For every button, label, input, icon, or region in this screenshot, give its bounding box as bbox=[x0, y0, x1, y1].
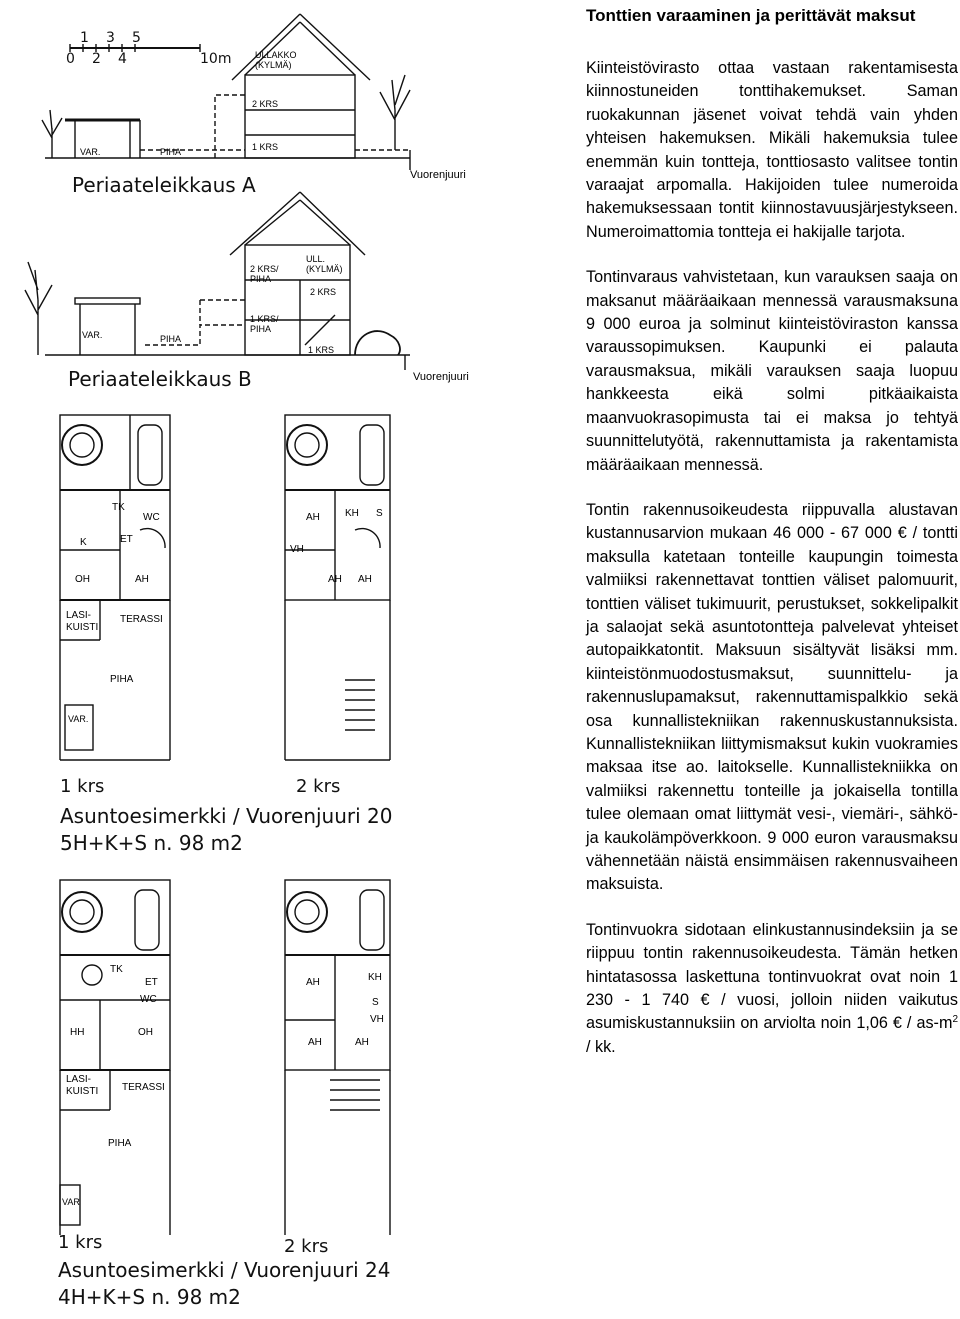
room-wc-24: WC bbox=[140, 994, 157, 1005]
plan-20-drawing bbox=[60, 415, 390, 760]
section-a-title: Periaateleikkaus A bbox=[72, 173, 256, 197]
scale-tick-3: 3 bbox=[106, 30, 115, 46]
rent-suffix: / kk. bbox=[586, 1037, 616, 1056]
scale-tick-1: 1 bbox=[80, 30, 89, 46]
room2-kh-20: KH bbox=[345, 508, 359, 519]
room-et-24: ET bbox=[145, 977, 158, 988]
paragraph-application: Kiinteistövirasto ottaa vastaan rakentamisesta kiinnostuneiden tonttihakemukset. Saman ruokakunnan jäsenet voivat tehdä vain yhden yhteisen hakemuksen. Mikäli hakemuksia tulee enemmän kuin tontteja, tonttiosasto valitsee tontin varaajat arpomalla. Hakijoiden tulee numeroida hakemuksessaan tontit kiinnostavuusjärjestykseen. Numeroimattomia tontteja ei hakijalle tarjota. bbox=[586, 59, 958, 241]
label-kylma-b: (KYLMÄ) bbox=[306, 264, 343, 274]
plan-24-drawing bbox=[60, 880, 390, 1235]
room-terassi-20: TERASSI bbox=[120, 614, 163, 625]
room2-s-24: S bbox=[372, 997, 379, 1008]
room-piha-20: PIHA bbox=[110, 674, 134, 685]
label-1krs: 1 KRS bbox=[252, 142, 279, 152]
room-ah-20: AH bbox=[135, 574, 149, 585]
room-terassi-24: TERASSI bbox=[122, 1082, 165, 1093]
label-2krs-b: 2 KRS bbox=[310, 287, 337, 297]
room-kuisti-24: KUISTI bbox=[66, 1086, 99, 1097]
room-et-20: ET bbox=[120, 534, 133, 545]
room-piha-24: PIHA bbox=[108, 1138, 132, 1149]
scale-tick-2: 2 bbox=[92, 51, 101, 67]
room-lasi-20: LASI- bbox=[66, 610, 92, 621]
superscript-2: 2 bbox=[952, 1014, 958, 1026]
room2-ah-20-a: AH bbox=[306, 512, 320, 523]
plan-20-caption: Asuntoesimerkki / Vuorenjuuri 20 bbox=[60, 804, 393, 828]
section-b-title: Periaateleikkaus B bbox=[68, 367, 252, 391]
room2-ah-20-c: AH bbox=[358, 574, 372, 585]
room-hh-24: HH bbox=[70, 1027, 85, 1038]
scale-tick-4: 4 bbox=[118, 51, 127, 67]
plan-24-floor2-label: 2 krs bbox=[284, 1236, 329, 1257]
label-vuorenjuuri-a: Vuorenjuuri bbox=[410, 169, 466, 181]
room-lasi-24: LASI- bbox=[66, 1074, 92, 1085]
room-tk-20: TK bbox=[112, 502, 125, 513]
label-1krs-b: 1 KRS bbox=[308, 345, 335, 355]
room2-ah-24-a: AH bbox=[306, 977, 320, 988]
paragraph-rent bbox=[586, 919, 958, 1059]
rent-text: Tontinvuokra sidotaan elinkustannusindeksiin ja se riippuu tontin rakennusoikeudesta. Tämän hetken hintatasossa laskettuna tontinvuokrat ovat noin 1 230 - 1 740 € / vuosi, jolloin niiden vaikutus asumiskustannuksiin on arviolta noin 1,06 € / as-m bbox=[586, 920, 958, 1033]
label-var: VAR. bbox=[80, 147, 101, 157]
label-ullakko: ULLAKKO bbox=[255, 50, 297, 60]
plan-20-floor1-label: 1 krs bbox=[60, 776, 105, 797]
label-piha: PIHA bbox=[160, 147, 182, 157]
label-vuorenjuuri-b: Vuorenjuuri bbox=[413, 371, 469, 383]
scale-tick-5: 5 bbox=[132, 30, 141, 46]
label-kylma: (KYLMÄ) bbox=[255, 60, 292, 70]
scale-tick-0: 0 bbox=[66, 51, 75, 67]
room2-kh-24: KH bbox=[368, 972, 382, 983]
label-1krs-piha: 1 KRS/ bbox=[250, 314, 279, 324]
room-kuisti-20: KUISTI bbox=[66, 622, 99, 633]
label-piha-b1: PIHA bbox=[250, 274, 272, 284]
article-heading: Tonttien varaaminen ja perittävät maksut bbox=[586, 6, 916, 25]
paragraph-reservation: Tontinvaraus vahvistetaan, kun varauksen saaja on maksanut määräaikaan mennessä varausmaksuna 9 000 euroa ja solminut kiinteistöviraston kanssa varaussopimuksen. Kaupunki ei palauta varausmaksua, mikäli varauksen saaja luopuu hankkeesta eikä solmi pitkäaikaista maanvuokrasopimusta tai ei maksa jo tehtyä suunnittelutyötä, rakennuttamista ja rakentamista määräaikaan mennessä. bbox=[586, 268, 958, 474]
paragraph-costs: Tontin rakennusoikeudesta riippuvalla alustavan kustannusarvion mukaan 46 000 - 67 000 € / tontti maksulla katetaan tonteille kaupungin toimesta valmiiksi rakennettavat tonttien väliset palomuurit, tonttien väliset tukimuurit, perustukset, sokkelipalkit ja salaojat sekä asuntotontteja palvelevat yhteiset autopaikkatontit. Maksuun sisältyvät lisäksi mm. kiinteistönmuodostusmaksut, suunnittelu- ja rakennuslupamaksut, rakennuttamispalkkio sekä osa kunnallistekniikan rakennuskustannuksista. Kunnallistekniikan liittymismaksut kukin vuokramies maksaa itse ao. laitokselle. Kunnallistekniikka on valmiiksi rakennettu tonteille ja jokaisella tontilla tulee olemaan omat liittymät vesi-, viemäri-, sähkö- ja kaukolämpöverkkoon. 9 000 euron varausmaksu vähennetään näistä ensimmäisen rakennusvaiheen maksuista. bbox=[586, 500, 958, 894]
room-oh-20: OH bbox=[75, 574, 90, 585]
label-piha-b2: PIHA bbox=[250, 324, 272, 334]
room2-vh-20: VH bbox=[290, 544, 304, 555]
room2-ah-24-c: AH bbox=[355, 1037, 369, 1048]
room2-s-20: S bbox=[376, 508, 383, 519]
section-b-drawing bbox=[25, 192, 410, 370]
article-column bbox=[586, 4, 958, 1081]
label-ull: ULL. bbox=[306, 254, 326, 264]
label-piha-b3: PIHA bbox=[160, 334, 182, 344]
label-2krs: 2 KRS bbox=[252, 99, 279, 109]
plan-20-subcaption: 5H+K+S n. 98 m2 bbox=[60, 831, 243, 855]
room2-ah-24-b: AH bbox=[308, 1037, 322, 1048]
room2-vh-24: VH bbox=[370, 1014, 384, 1025]
plan-24-floor1-label: 1 krs bbox=[58, 1232, 103, 1253]
plan-24-subcaption: 4H+K+S n. 98 m2 bbox=[58, 1285, 241, 1309]
room-wc-20: WC bbox=[143, 512, 160, 523]
plan-20-floor2-label: 2 krs bbox=[296, 776, 341, 797]
label-var-b: VAR. bbox=[82, 330, 103, 340]
room-oh-24: OH bbox=[138, 1027, 153, 1038]
room-var-24: VAR bbox=[62, 1197, 80, 1207]
scale-end-label: 10m bbox=[200, 51, 232, 67]
room-var-20: VAR. bbox=[68, 714, 89, 724]
plan-24-caption: Asuntoesimerkki / Vuorenjuuri 24 bbox=[58, 1258, 391, 1282]
room-k-20: K bbox=[80, 537, 87, 548]
room2-ah-20-b: AH bbox=[328, 574, 342, 585]
room-tk-24: TK bbox=[110, 964, 123, 975]
label-2krs-piha: 2 KRS/ bbox=[250, 264, 279, 274]
